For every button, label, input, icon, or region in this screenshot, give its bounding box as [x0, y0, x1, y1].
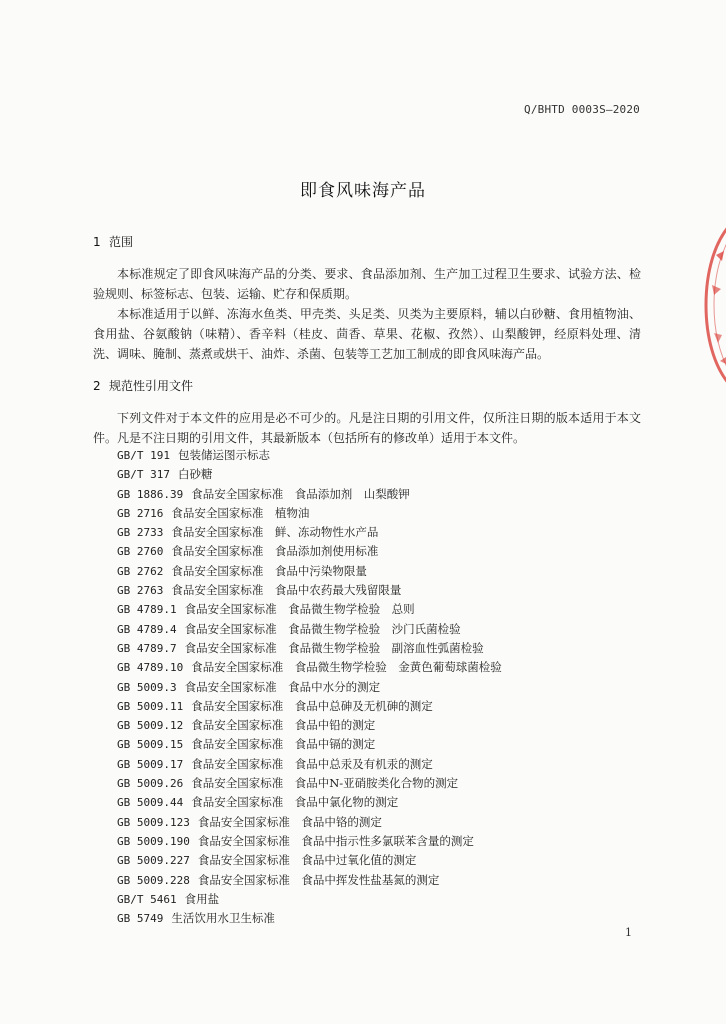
- reference-name: 食品安全国家标准 食品中总汞及有机汞的测定: [191, 756, 433, 771]
- reference-name: 食品安全国家标准 食品中氯化物的测定: [191, 795, 399, 810]
- reference-name: 食品安全国家标准 食品微生物学检验 副溶血性弧菌检验: [184, 640, 484, 655]
- reference-code: GB 5009.123: [117, 815, 190, 829]
- reference-item: [117, 774, 502, 793]
- reference-name: 食品安全国家标准 植物油: [171, 505, 310, 520]
- reference-item: [117, 755, 502, 774]
- reference-item: [117, 446, 502, 465]
- reference-item: [117, 793, 502, 812]
- reference-item: [117, 697, 502, 716]
- reference-code: GB 5009.227: [117, 854, 190, 868]
- reference-item: [117, 851, 502, 870]
- reference-name: 食品安全国家标准 食品中污染物限量: [171, 563, 367, 578]
- reference-item: [117, 504, 502, 523]
- section-1-paragraph-1: 本标准规定了即食风味海产品的分类、要求、食品添加剂、生产加工过程卫生要求、试验方法、检验规则、标签标志、包装、运输、贮存和保质期。: [93, 267, 641, 301]
- reference-name: 食品安全国家标准 食品中铅的测定: [191, 718, 376, 733]
- reference-code: GB/T 317: [117, 468, 170, 482]
- reference-name: 食品安全国家标准 食品中铬的测定: [197, 814, 382, 829]
- reference-item: [117, 620, 502, 639]
- reference-name: 白砂糖: [177, 467, 213, 482]
- reference-code: GB 2733: [117, 526, 164, 540]
- reference-item: [117, 909, 502, 928]
- reference-item: [117, 871, 502, 890]
- reference-code: GB 2716: [117, 506, 164, 520]
- reference-code: GB 5009.11: [117, 699, 184, 713]
- seal-stamp-icon: [700, 225, 726, 385]
- section-title: 规范性引用文件: [109, 379, 194, 393]
- reference-item: [117, 562, 502, 581]
- section-title: 范围: [109, 235, 134, 249]
- reference-code: GB 5749: [117, 912, 164, 926]
- reference-name: 食品安全国家标准 食品微生物学检验 金黄色葡萄球菌检验: [191, 660, 502, 675]
- reference-name: 食品安全国家标准 食品微生物学检验 总则: [184, 602, 415, 617]
- section-number: 2: [93, 379, 101, 393]
- reference-item: [117, 716, 502, 735]
- reference-item: [117, 465, 502, 484]
- reference-code: GB/T 191: [117, 449, 170, 462]
- page-number: 1: [625, 926, 632, 939]
- reference-code: GB 5009.12: [117, 719, 184, 733]
- reference-name: 食用盐: [184, 891, 220, 906]
- reference-item: [117, 832, 502, 851]
- reference-code: GB/T 5461: [117, 892, 177, 906]
- reference-item: [117, 678, 502, 697]
- reference-code: GB 5009.26: [117, 777, 184, 791]
- section-1-paragraph-2: 本标准适用于以鲜、冻海水鱼类、甲壳类、头足类、贝类为主要原料，辅以白砂糖、食用植物油、食用盐、谷氨酸钠（味精）、香辛料（桂皮、茴香、草果、花椒、孜然）、山梨酸钾，经原料处理、清洗、调味、腌制、蒸煮或烘干、油炸、杀菌、包装等工艺加工制成的即食风味海产品。: [93, 307, 641, 361]
- reference-item: [117, 600, 502, 619]
- reference-code: GB 4789.4: [117, 622, 177, 636]
- reference-code: GB 4789.7: [117, 641, 177, 655]
- reference-code: GB 2760: [117, 545, 164, 559]
- reference-name: 食品安全国家标准 食品中农药最大残留限量: [171, 583, 402, 598]
- reference-code: GB 5009.44: [117, 796, 184, 810]
- section-1-heading: [93, 233, 133, 250]
- reference-name: 食品安全国家标准 食品中N-亚硝胺类化合物的测定: [191, 776, 459, 791]
- reference-name: 食品安全国家标准 食品添加剂使用标准: [171, 544, 379, 559]
- reference-name: 食品安全国家标准 食品中过氧化值的测定: [197, 853, 417, 868]
- reference-name: 食品安全国家标准 食品微生物学检验 沙门氏菌检验: [184, 621, 461, 636]
- reference-name: 生活饮用水卫生标准: [171, 911, 275, 926]
- reference-item: [117, 542, 502, 561]
- reference-item: [117, 735, 502, 754]
- reference-code: GB 2763: [117, 584, 164, 598]
- reference-name: 食品安全国家标准 鲜、冻动物性水产品: [171, 525, 379, 540]
- reference-code: GB 5009.190: [117, 834, 190, 848]
- reference-item: [117, 581, 502, 600]
- reference-list: [117, 446, 502, 928]
- reference-code: GB 5009.3: [117, 680, 177, 694]
- reference-name: 食品安全国家标准 食品中指示性多氯联苯含量的测定: [197, 833, 474, 848]
- reference-name: 食品安全国家标准 食品中水分的测定: [184, 679, 381, 694]
- document-title: 即食风味海产品: [300, 181, 426, 201]
- reference-item: [117, 485, 502, 504]
- reference-code: GB 4789.1: [117, 603, 177, 617]
- reference-name: 食品安全国家标准 食品中镉的测定: [191, 737, 376, 752]
- reference-name: 食品安全国家标准 食品中总砷及无机砷的测定: [191, 698, 433, 713]
- reference-name: 食品安全国家标准 食品添加剂 山梨酸钾: [191, 486, 410, 501]
- standard-code: Q/BHTD 0003S—2020: [524, 103, 640, 116]
- reference-item: [117, 890, 502, 909]
- reference-code: GB 5009.17: [117, 757, 184, 771]
- reference-item: [117, 658, 502, 677]
- reference-code: GB 1886.39: [117, 487, 184, 501]
- reference-item: [117, 523, 502, 542]
- reference-code: GB 5009.228: [117, 873, 190, 887]
- reference-item: [117, 639, 502, 658]
- reference-code: GB 4789.10: [117, 661, 184, 675]
- reference-code: GB 5009.15: [117, 738, 184, 752]
- section-number: 1: [93, 235, 101, 249]
- reference-name: 包装储运图示标志: [177, 448, 270, 462]
- section-2-paragraph-1: 下列文件对于本文件的应用是必不可少的。凡是注日期的引用文件，仅所注日期的版本适用于本文件。凡是不注日期的引用文件，其最新版本（包括所有的修改单）适用于本文件。: [93, 411, 641, 445]
- section-2-heading: [93, 377, 193, 394]
- reference-name: 食品安全国家标准 食品中挥发性盐基氮的测定: [197, 872, 440, 887]
- reference-item: [117, 813, 502, 832]
- reference-code: GB 2762: [117, 564, 164, 578]
